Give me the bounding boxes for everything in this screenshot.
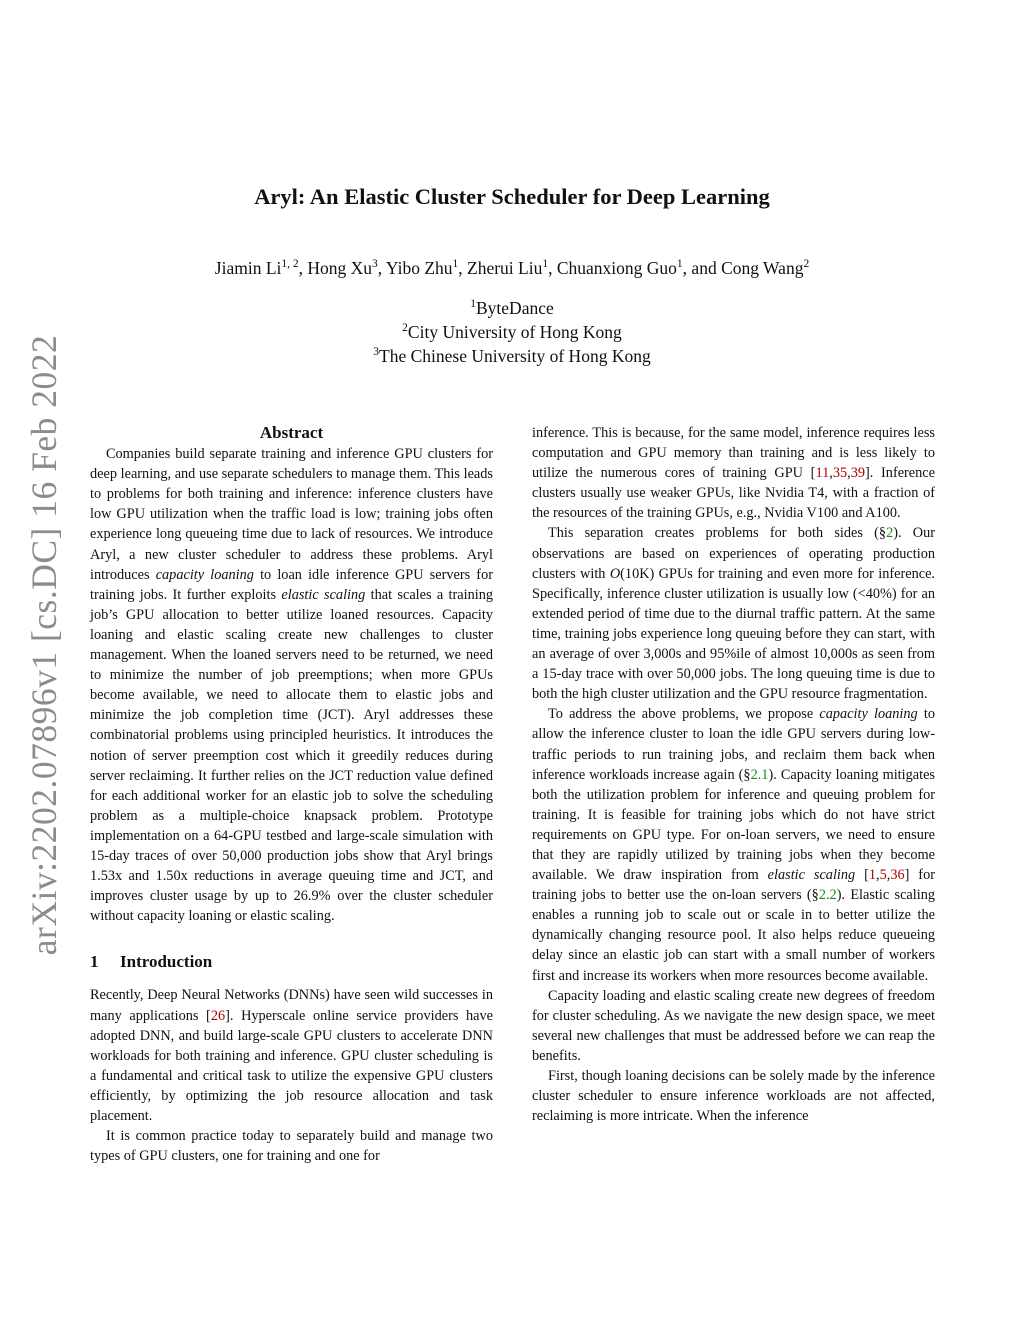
affiliation-line: [0, 322, 1024, 343]
citation-link[interactable]: 36: [890, 867, 905, 884]
emphasis-text: capacity loaning: [819, 706, 918, 723]
body-text: To address the above problems, we propose: [548, 706, 820, 723]
abstract-text: Companies build separate training and inference GPU clusters for deep learning, and use separate schedulers to manage them. This leads to problems for both training and inference: inference clusters have low GPU utilization when the traffic load is low; training jobs often experience long queueing time due to lack of resources. We introduce Aryl, a new cluster scheduler to address these problems. Aryl introduces: [90, 446, 493, 583]
section-reference-link[interactable]: 2.1: [750, 766, 769, 783]
section-title: Introduction: [120, 952, 213, 972]
body-text: Recently, Deep Neural Networks (DNNs) have seen wild successes in many applications [: [90, 987, 493, 1024]
author-affiliation-mark: 1: [542, 258, 549, 270]
section-reference-link[interactable]: 2: [886, 525, 894, 542]
body-text: This separation creates problems for both sides (§: [548, 525, 887, 542]
arxiv-identifier-stamp: [16, 334, 72, 956]
author-name: Cong Wang: [721, 258, 804, 278]
body-paragraph: To address the above problems, we propose capacity loaning to allow the inference cluster to loan the idle GPU servers during low-traffic periods to run training jobs, and reclaim them back when inference workloads increase again (§2.1). Capacity loaning mitigates both the utilization problem for inference and queuing problem for training. It is feasible for training jobs which do not have strict requirements on GPU type. For on-loan servers, we need to ensure that they are rapidly utilized by training jobs when they become available. We draw inspiration from elastic scaling [1,5,36] for training jobs to better use the on-loan servers (§2.2). Elastic scaling enables a running job to scale out or scale in to better utilize the dynamically changing resource pool. It also helps reduce queueing delay since an elastic job can start with a small number of workers first and increase its workers when more resources become available.: [532, 706, 936, 984]
author-name: Chuanxiong Guo: [556, 258, 677, 278]
author-name: Zherui Liu: [467, 258, 543, 278]
body-text: ). Capacity loaning mitigates both the utilization problem for inference and queuing problem for training. It is feasible for training jobs which do not have strict requirements on GPU type. For on-loan servers, we need to ensure that they are rapidly utilized by training jobs when they become available. We draw inspiration from: [532, 766, 936, 884]
citation-link[interactable]: 39: [850, 465, 865, 482]
body-paragraph: inference. This is because, for the same model, inference requires less computation and GPU memory than training and is less likely to utilize the numerous cores of training GPU [11,35,39]. Inference clusters usually use weaker GPUs, like Nvidia T4, with a fraction of the resources of the training GPUs, e.g., Nvidia V100 and A100.: [532, 425, 935, 522]
affiliation-line: [0, 346, 1024, 367]
author-affiliation-mark: 1, 2: [281, 258, 299, 270]
body-text: ]. Hyperscale online service providers have adopted DNN, and build large-scale GPU clusters to accelerate DNN workloads for both training and inference. GPU cluster scheduling is a fundamental and critical task to utilize the expensive GPU clusters efficiently, by optimizing the job resource allocation and task placement.: [90, 1007, 493, 1124]
citation-link[interactable]: 1: [868, 867, 877, 884]
emphasis-text: elastic scaling: [767, 867, 856, 884]
left-column: [90, 423, 493, 1166]
paper-title: Aryl: An Elastic Cluster Scheduler for Deep Learning: [254, 184, 770, 209]
body-text: (10K) GPUs for training and even more for inference. Specifically, inference cluster utilization is usually low (<40%) for an extended period of time due to the diurnal traffic pattern. At the same time, training jobs experience long queuing before they can start, with an average of over 3,000s and 95%ile of almost 10,000s as seen from a 15-day trace with over 50,000 jobs. The long queuing time is due to both the high cluster utilization and the GPU resource fragmentation.: [532, 565, 935, 703]
section-number: 1: [90, 952, 99, 972]
section-heading-introduction: [90, 952, 493, 972]
author-separator: ,: [298, 258, 308, 278]
body-text: ). Elastic scaling enables a running job to scale out or scale in to better utilize the dynamically changing resource pool. It also helps reduce queueing delay since an elastic job can start with a small number of workers first and increase its workers when more resources become available.: [532, 887, 936, 984]
author-list: [0, 258, 1024, 279]
body-text: ]. Inference clusters usually use weaker GPUs, like Nvidia T4, with a fraction of the resources of the training GPUs, e.g., Nvidia V100 and A100.: [532, 465, 935, 522]
affiliation-number: 2: [402, 322, 408, 334]
author-name: Hong Xu: [307, 258, 373, 278]
abstract-text: to loan idle inference GPU servers for training jobs. It further exploits: [90, 566, 493, 603]
body-paragraph: [532, 523, 935, 704]
author-separator: ,: [377, 258, 386, 278]
abstract-paragraph: [90, 444, 493, 926]
citation-link[interactable]: 5: [879, 867, 887, 884]
citation-link[interactable]: 35: [832, 465, 848, 482]
affiliation-name: The Chinese University of Hong Kong: [379, 346, 651, 366]
author-separator: ,: [458, 258, 468, 278]
intro-paragraph: [90, 985, 493, 1126]
citation-link[interactable]: 26: [210, 1007, 226, 1024]
author-affiliation-mark: 3: [372, 258, 378, 270]
body-text: to allow the inference cluster to loan the idle GPU servers during low-traffic periods to run training jobs, and reclaim them back when inference workloads increase again (§: [532, 706, 936, 783]
arxiv-identifier-text: arXiv:2202.07896v1 [cs.DC] 16 Feb 2022: [24, 334, 65, 956]
author-separator: , and: [682, 258, 722, 278]
author-affiliation-mark: 2: [803, 258, 810, 270]
abstract-emphasis: elastic scaling: [281, 586, 366, 603]
abstract-emphasis: capacity loaning: [155, 566, 254, 583]
intro-paragraph: It is common practice today to separately build and manage two types of GPU clusters, one for training and one for: [90, 1128, 493, 1165]
affiliation-number: 3: [373, 346, 380, 358]
affiliation-line: [0, 298, 1024, 319]
affiliation-name: City University of Hong Kong: [407, 322, 622, 342]
author-name: Jiamin Li: [214, 258, 282, 278]
author-name: Yibo Zhu: [385, 258, 453, 278]
body-text: ). Our observations are based on experiences of operating production clusters with: [532, 525, 935, 582]
body-paragraph: Capacity loading and elastic scaling create new degrees of freedom for cluster scheduling. As we navigate the new design space, we meet several new challenges that must be addressed before we can reap the benefits.: [532, 987, 935, 1064]
author-affiliation-mark: 1: [452, 258, 459, 270]
body-text: [: [855, 867, 869, 884]
math-symbol: O: [609, 565, 621, 582]
body-paragraph: First, though loaning decisions can be solely made by the inference cluster scheduler to ensure inference workloads are not affected, reclaiming is more intricate. When the inference: [532, 1068, 935, 1125]
abstract-heading: Abstract: [259, 423, 324, 442]
body-text: ] for training jobs to better use the on-loan servers (§: [532, 867, 935, 904]
citation-link[interactable]: 11: [815, 465, 830, 482]
author-separator: ,: [548, 258, 557, 278]
section-reference-link[interactable]: 2.2: [818, 887, 837, 904]
body-text: inference. This is because, for the same model, inference requires less computation and GPU memory than training and is less likely to utilize the numerous cores of training GPU [: [532, 425, 935, 482]
right-column: [532, 423, 935, 1126]
abstract-text: that scales a training job’s GPU allocation to better utilize loaned resources. Capacity loaning and elastic scaling create new challenges to cluster management. When the loaned servers need to be returned, we need to minimize the number of job preemptions; when more GPUs become available, we need to allocate them to elastic jobs and minimize the job completion time (JCT). Aryl addresses these combinatorial problems using principled heuristics. It introduces the notion of server preemption cost which it greedily reduces during server reclaiming. It further relies on the JCT reduction value defined for each additional worker for an elastic job to solve the scheduling problem as a multiple-choice knapsack problem. Prototype implementation on a 64-GPU testbed and large-scale simulation with 15-day traces of over 50,000 production jobs show that Aryl brings 1.53x and 1.50x reductions in average queuing time and JCT, and improves cluster usage by up to 26.9% over the cluster scheduler without capacity loaning or elastic scaling.: [90, 586, 493, 925]
author-affiliation-mark: 1: [676, 258, 683, 270]
affiliation-number: 1: [470, 298, 476, 310]
affiliation-name: ByteDance: [476, 298, 554, 318]
